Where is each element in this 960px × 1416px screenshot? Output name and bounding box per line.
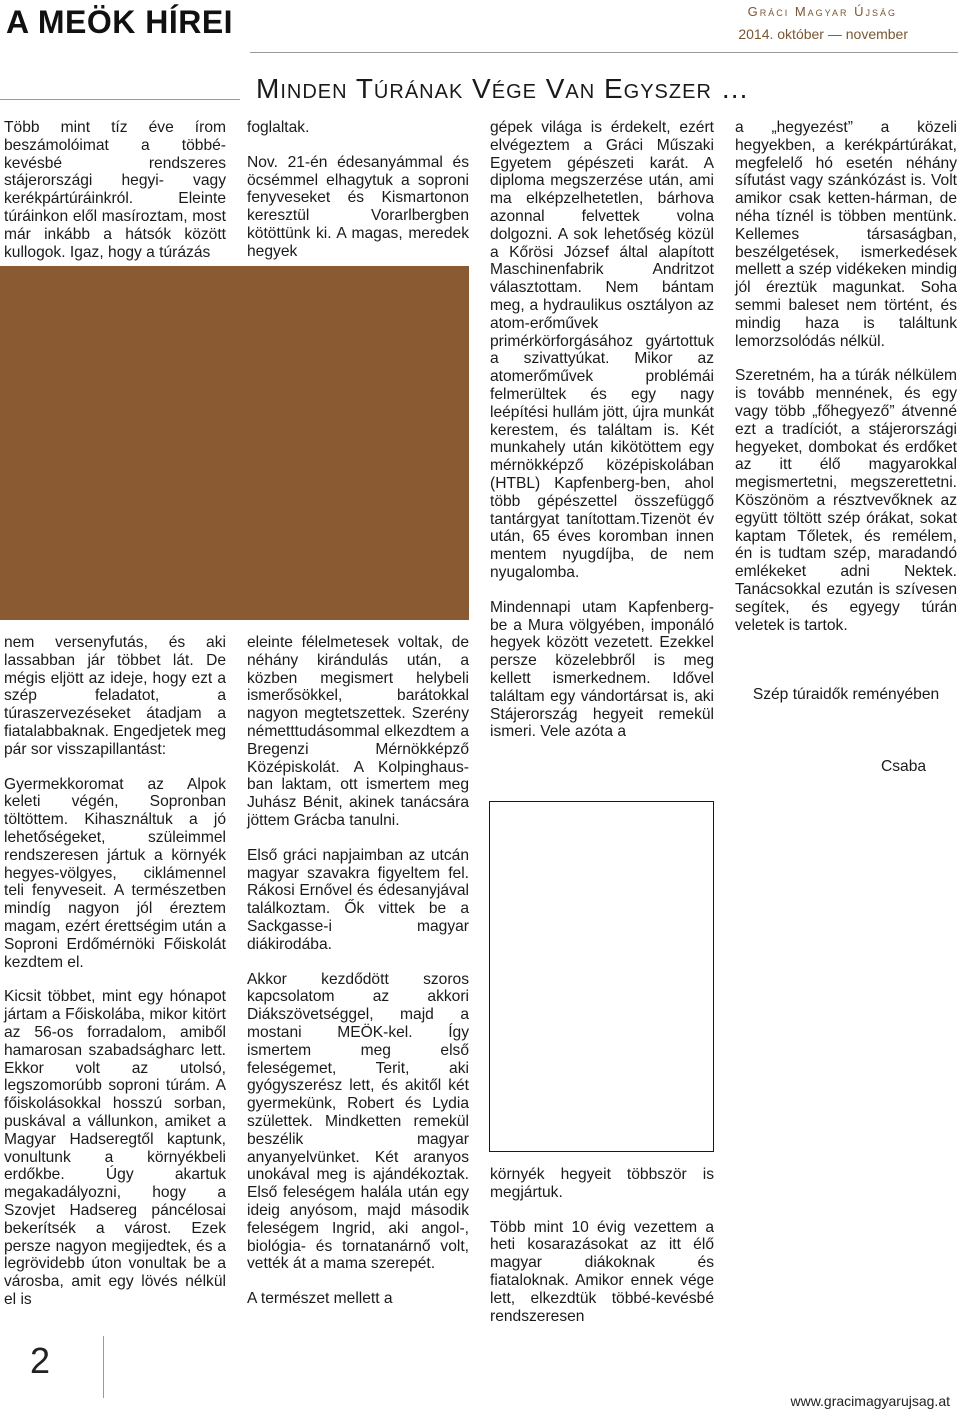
paragraph: eleinte félelmetesek voltak, de néhány kirándulás után, a közben megismert helybeli ismerősökkel, barátokkal nagyon megtetszettek. Szerény németttudásommal elkezdtem a Bregenzi Mérnökképző Középiskolát. A Kolpinghaus-ban laktam, ott ismertem meg Juhász Bénit, akinek tanácsára jöttem Grácba tanulni. [247,634,469,829]
paragraph: Gyermekkoromat az Alpok keleti végén, Sopronban töltöttem. Kihasználtuk a jó lehetőségeket, szüleimmel rendszeresen jártuk a környék hegyes-völgyes, ciklámennel teli fenyveseit. A természetben mindíg nagyon jól éreztem magam, ezért érettségim után a Soproni Erdőmérnöki Főiskolát kezdtem el. [4,775,226,971]
paragraph: gépek világa is érdekelt, ezért elvégeztem a Gráci Műszaki Egyetem gépészeti karát. A diploma megszerzése után, ami ma elképzelhetetlen, bárhova azonnal felvettek volna dolgozni. A sok lehetőség közül a Kőrösi József által alapított Maschinenfabrik Andritzot választottam. Nem bántam meg, a hydraulikus osztályon az atom-erőművek primérkörforgásához gyártottuk a szivattyúkat. Mikor az atomerőművek problémái felmerültek és egy nagy leépítési hullám jött, újra munkát kerestem, és találtam is. Két munkahely után kikötöttem egy mérnökképző középiskolában (HTBL) Kapfenberg-ben, ahol több gépészettel összefüggő tantárgyat tanítottam.Tizenöt év után, 65 éves koromban innen mentem nyugdíjba, de nem nyugalomba. [490,119,714,581]
column-3-bottom [490,1166,714,1325]
column-1-bottom [4,634,226,1309]
column-3-top [490,119,714,741]
paragraph: környék hegyeit többször is megjártuk. [490,1166,714,1201]
column-2-top [247,119,469,261]
column-rule [0,99,240,100]
paragraph: Szeretném, ha a túrák nélkülem is tovább mennének, és egy vagy több „főhegyező” átvenné ezt a tradíciót, a stájerországi hegyeket, dombokat és erdőket az itt élő magyarokkal megismertetni, megszerettetni. Köszönöm a résztvevőknek az együtt töltött szép órákat, sokat kaptam Tőletek, és remélem, én is tudtam szép, maradandó emlékeket adni Nektek. Tanácsokkal ezután is szívesen segítek, és egyegy túrán veletek is tartok. [735,367,957,634]
section-title: A MEÖK HÍREI [6,4,234,40]
masthead [0,0,960,52]
footer-rule [103,1336,104,1398]
paragraph: foglaltak. [247,119,310,136]
paragraph: Mindennapi utam Kapfenberg-be a Mura völgyében, imponáló hegyek között vezetett. Ezekkel persze közelebbről is meg kellett ismerkednem. Idővel találtam egy vándortársat is, aki Stájerország hegyeit remekül ismeri. Vele azóta a [490,598,714,741]
issue-date: 2014. október — november [738,26,908,42]
header-rule [250,52,958,53]
paragraph: Akkor kezdődött szoros kapcsolatom az akkori Diákszövetséggel, majd a mostani MEÖK-kel. Így ismertem meg első feleségemet, Terit, aki gyógyszerész lett, és akitől két gyermekünk, Robert és Lydia születtek. Mindketten remekül beszélik magyar anyanyelvünket. Két aranyos unokával meg is ajándékoztak. Első feleségem halála után egy ideig anyósom, majd második feleségem Ingrid, aki angol-, biológia- és tornatanárnő volt, vették át a mama szerepét. [247,970,469,1273]
photo-frame [489,801,714,1152]
paragraph: Több mint tíz éve írom beszámolóimat a többé-kevésbé rendszeres stájerországi hegyi- vagy kerékpártúráinkról. Eleinte túráinkon elől masíroztam, most már inkább a hátsók között kullogok. Igaz, hogy a túrázás [4,119,226,261]
paragraph: Nov. 21-én édesanyámmal és öcsémmel elhagytuk a soproni fenyveseket és Kismartonon keresztül Vorarlbergben kötöttünk ki. A magas, meredek hegyek [247,153,469,260]
paragraph: nem versenyfutás, és aki lassabban jár többet lát. De mégis eljött az ideje, hogy ezt a szép feladatot, a túraszervezéseket átadjam a fiatalabbaknak. Engedjetek meg pár sor visszapillantást: [4,634,226,758]
photo-placeholder [0,266,469,620]
article-title: Minden Túrának Vége Van Egyszer … [256,73,750,104]
column-2-bottom [247,634,469,1308]
paragraph: A természet mellett a [247,1290,393,1308]
author-signature: Csaba [881,758,927,775]
website-link[interactable]: www.gracimagyarujsag.at [790,1393,950,1409]
paragraph: Első gráci napjaimban az utcán magyar szavakra figyeltem fel. Rákosi Ernővel és édesanyjával találkoztam. Ők vittek be a Sackgasse-i magyar diákirodába. [247,846,469,953]
publication-name: Gráci Magyar Újság [747,4,897,19]
paragraph: Kicsit többet, mint egy hónapot jártam a Főiskolába, mikor kitört az 56-os forradalom, amiből hamarosan szabadságharc lett. Ekkor volt az utolsó, legszomorúbb soproni túrám. A főiskolásokkal hosszú sorban, puskával a vállunkon, amiket a Magyar Hadseregtől kaptunk, vonultunk a környékbeli erdőkbe. Úgy akartuk megakadályozni, hogy a Szovjet Hadsereg páncélosai bekerítsék a várost. Ezek persze nagyon megijedtek, és a legrövidebb úton vonultak be a városba, amit egy lövés nélkül el is [4,988,226,1308]
column-1-top [4,119,226,261]
paragraph: a „hegyezést” a közeli hegyekben, a kerékpártúrákat, megfelelő hó esetén néhány sífutást vagy szánkózást is. Volt amikor csak ketten-hárman, de néha tíznél is többen mentünk. Kellemes társaságban, beszélgetések, ismerkedések mellett a szép vidékeken mindig jól éreztük magunkat. Soha semmi baleset nem történt, és mindig haza is találtunk lemorzsolódás nélkül. [735,119,957,350]
page-number: 2 [30,1340,51,1381]
paragraph: Több mint 10 évig vezettem a heti kosarazásokat az itt élő magyar diákoknak és fiataloknak. Amikor ennek vége lett, elkezdtük többé-kevésbé rendszeresen [490,1218,714,1325]
column-4 [735,119,957,634]
closing-line: Szép túraidők reményében [752,686,940,703]
